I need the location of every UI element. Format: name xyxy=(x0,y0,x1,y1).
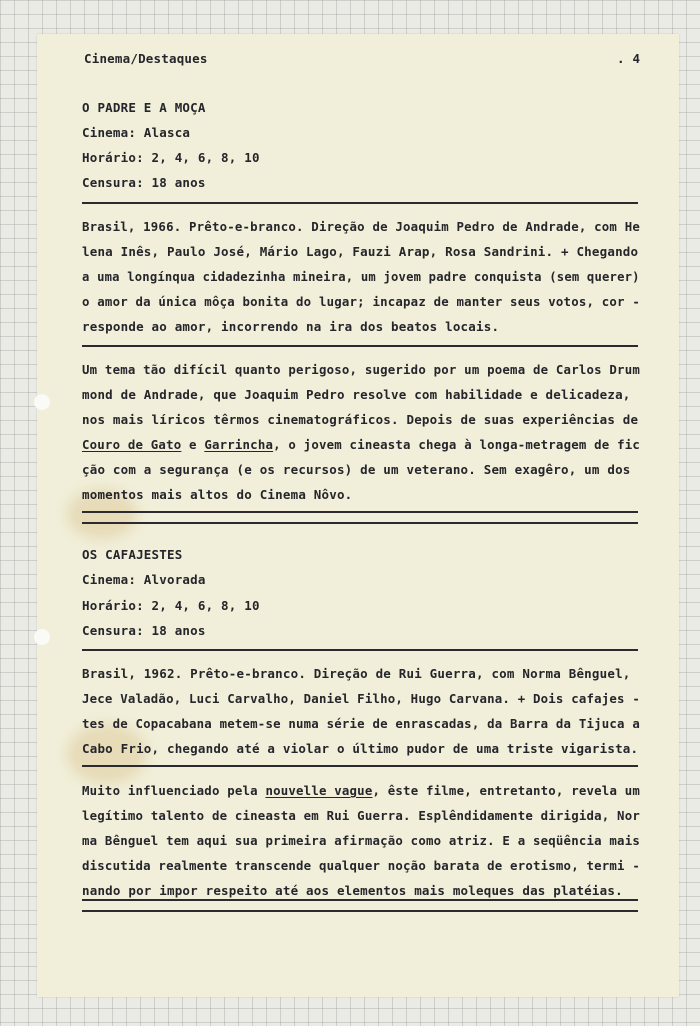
divider-rule xyxy=(82,522,638,524)
review-text: Muito influenciado pela xyxy=(82,783,266,798)
divider-rule xyxy=(82,202,638,204)
review-line xyxy=(82,437,640,452)
synopsis-line: Brasil, 1966. Prêto-e-branco. Direção de Joaquim Pedro de Andrade, com He xyxy=(82,219,641,234)
schedule-line: Horário: 2, 4, 6, 8, 10 xyxy=(82,598,260,613)
section-heading: Cinema/Destaques xyxy=(84,51,208,66)
review-line: discutida realmente transcende qualquer noção barata de erotismo, termi - xyxy=(82,858,641,873)
synopsis-line: Brasil, 1962. Prêto-e-branco. Direção de Rui Guerra, com Norma Bênguel, xyxy=(82,666,631,681)
synopsis-line: tes de Copacabana metem-se numa série de enrascadas, da Barra da Tijuca a xyxy=(82,716,641,731)
synopsis-line: Jece Valadão, Luci Carvalho, Daniel Filho, Hugo Carvana. + Dois cafajes - xyxy=(82,691,641,706)
schedule-line: Horário: 2, 4, 6, 8, 10 xyxy=(82,150,260,165)
rating-line: Censura: 18 anos xyxy=(82,175,206,190)
film-reference: Garrincha xyxy=(204,437,274,452)
page-number: . 4 xyxy=(617,51,641,66)
synopsis-line: lena Inês, Paulo José, Mário Lago, Fauzi Arap, Rosa Sandrini. + Chegando xyxy=(82,244,639,259)
film-reference: nouvelle vague xyxy=(265,783,373,798)
punch-hole xyxy=(34,394,50,410)
review-line: ma Bênguel tem aqui sua primeira afirmação como atriz. E a seqüência mais xyxy=(82,833,641,848)
synopsis-line: o amor da única môça bonita do lugar; incapaz de manter seus votos, cor - xyxy=(82,294,641,309)
cinema-line: Cinema: Alvorada xyxy=(82,572,206,587)
cinema-line: Cinema: Alasca xyxy=(82,125,191,140)
review-line: ção com a segurança (e os recursos) de um veterano. Sem exagêro, um dos xyxy=(82,462,631,477)
review-line xyxy=(82,783,640,798)
punch-hole xyxy=(34,629,50,645)
review-line: mond de Andrade, que Joaquim Pedro resolve com habilidade e delicadeza, xyxy=(82,387,631,402)
synopsis-line: responde ao amor, incorrendo na ira dos beatos locais. xyxy=(82,319,500,334)
review-text: e xyxy=(181,437,205,452)
divider-rule xyxy=(82,649,638,651)
divider-rule xyxy=(82,345,638,347)
divider-rule xyxy=(82,765,638,767)
review-line: nos mais líricos têrmos cinematográficos. Depois de suas experiências de xyxy=(82,412,639,427)
film-title: OS CAFAJESTES xyxy=(82,547,183,562)
synopsis-line: Cabo Frio, chegando até a violar o último pudor de uma triste vigarista. xyxy=(82,741,639,756)
film-title: O PADRE E A MOÇA xyxy=(82,100,206,115)
rating-line: Censura: 18 anos xyxy=(82,623,206,638)
review-text: , o jovem cineasta chega à longa-metragem de fic xyxy=(273,437,641,452)
divider-rule xyxy=(82,511,638,513)
film-reference: Couro de Gato xyxy=(82,437,182,452)
review-line: nando por impor respeito até aos elementos mais moleques das platéias. xyxy=(82,883,623,898)
review-text: , êste filme, entretanto, revela um xyxy=(372,783,641,798)
review-line: legítimo talento de cineasta em Rui Guerra. Esplêndidamente dirigida, Nor xyxy=(82,808,641,823)
review-line: Um tema tão difícil quanto perigoso, sugerido por um poema de Carlos Drum xyxy=(82,362,641,377)
synopsis-line: a uma longínqua cidadezinha mineira, um jovem padre conquista (sem querer) xyxy=(82,269,640,284)
divider-rule xyxy=(82,899,638,901)
review-line: momentos mais altos do Cinema Nôvo. xyxy=(82,487,353,502)
divider-rule xyxy=(82,910,638,912)
